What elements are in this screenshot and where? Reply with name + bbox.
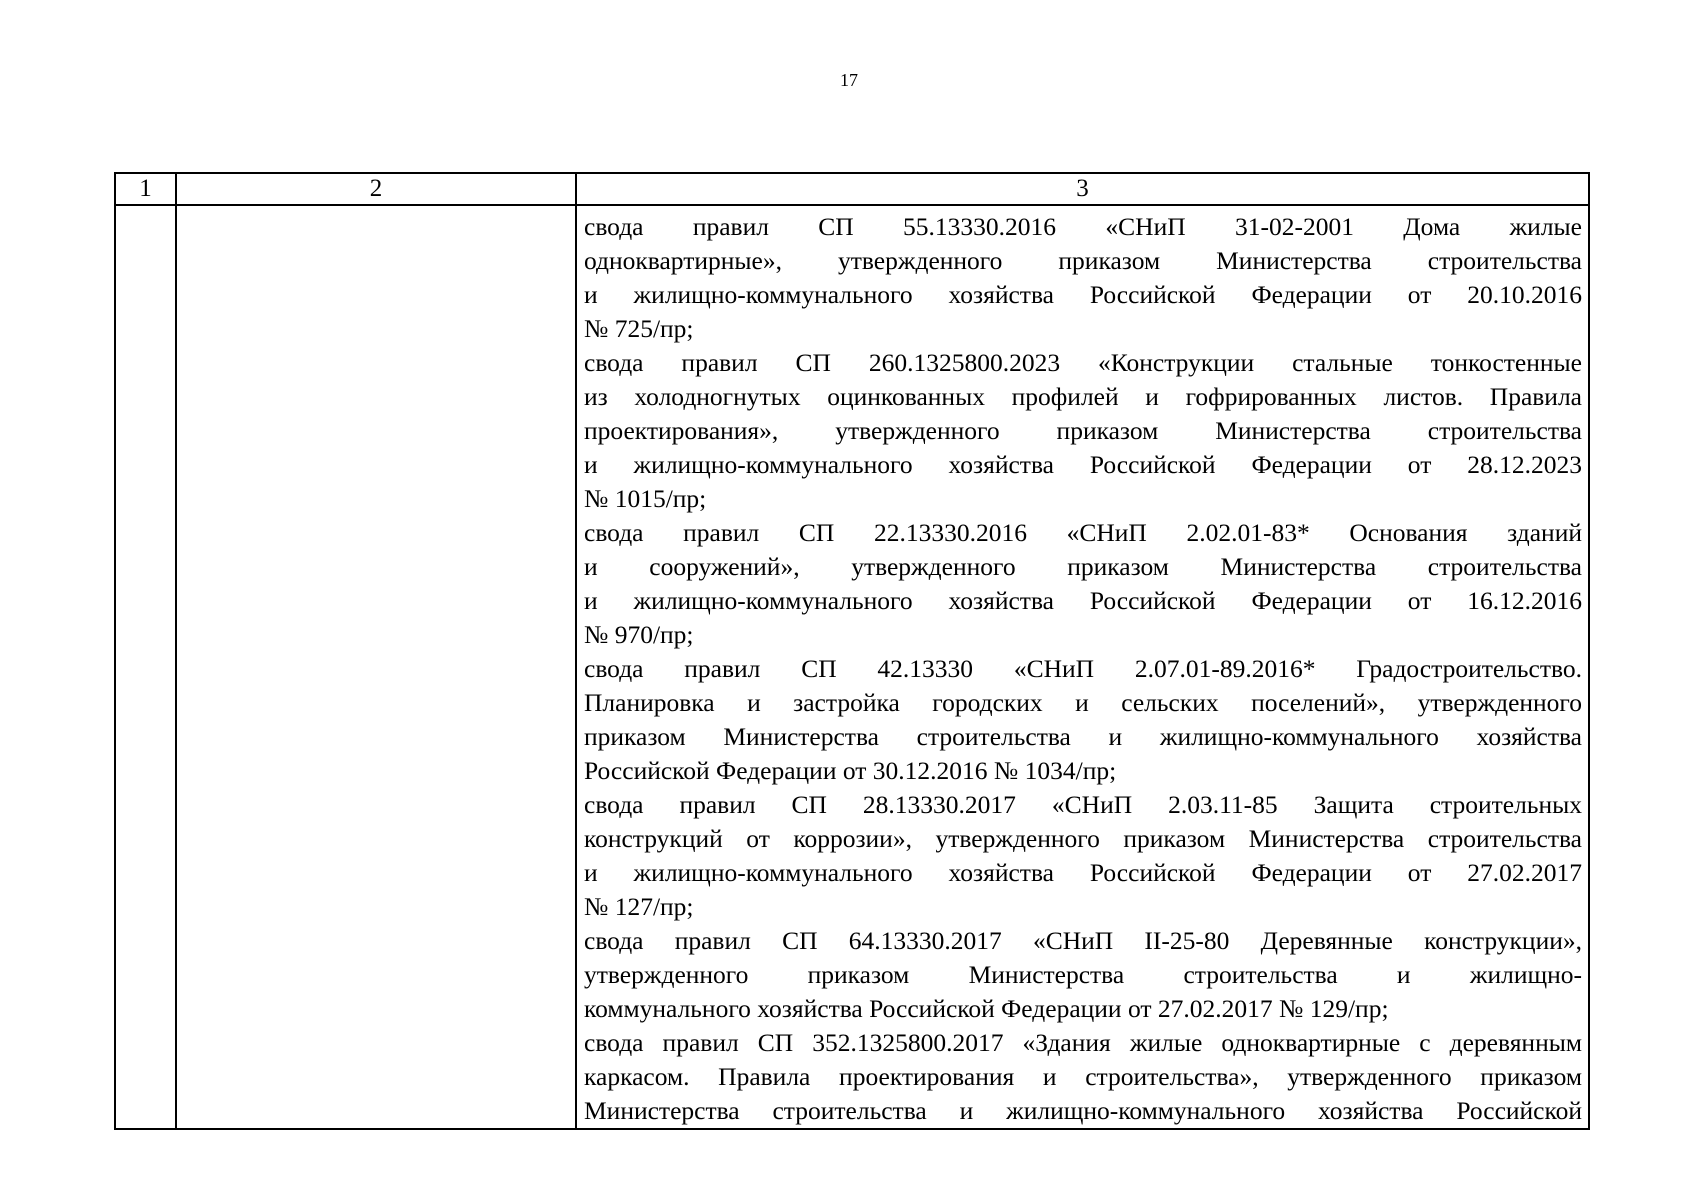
- text-line: и сооружений», утвержденного приказом Министерства строительства: [584, 552, 1582, 581]
- text-line: свода правил СП 28.13330.2017 «СНиП 2.03.11-85 Защита строительных: [584, 790, 1582, 819]
- cell-number: [115, 205, 176, 1129]
- text-line: № 970/пр;: [584, 620, 694, 649]
- text-line: свода правил СП 64.13330.2017 «СНиП II-25-80 Деревянные конструкции»,: [584, 926, 1582, 955]
- text-line: утвержденного приказом Министерства строительства и жилищно-: [584, 960, 1582, 989]
- page-number: 17: [840, 70, 858, 90]
- text-line: Планировка и застройка городских и сельских поселений», утвержденного: [584, 688, 1582, 717]
- text-line: Министерства строительства и жилищно-коммунального хозяйства Российской: [584, 1096, 1582, 1125]
- column-header-3: 3: [576, 173, 1589, 205]
- text-line: коммунального хозяйства Российской Федерации от 27.02.2017 № 129/пр;: [584, 994, 1389, 1023]
- text-line: № 725/пр;: [584, 314, 694, 343]
- text-line: каркасом. Правила проектирования и строительства», утвержденного приказом: [584, 1062, 1582, 1091]
- column-header-2: 2: [176, 173, 576, 205]
- text-line: и жилищно-коммунального хозяйства Российской Федерации от 16.12.2016: [584, 586, 1582, 615]
- text-line: одноквартирные», утвержденного приказом Министерства строительства: [584, 246, 1582, 275]
- text-line: проектирования», утвержденного приказом Министерства строительства: [584, 416, 1582, 445]
- text-line: конструкций от коррозии», утвержденного приказом Министерства строительства: [584, 824, 1582, 853]
- text-line: № 127/пр;: [584, 892, 694, 921]
- text-line: свода правил СП 352.1325800.2017 «Здания жилые одноквартирные с деревянным: [584, 1028, 1582, 1057]
- text-line: свода правил СП 55.13330.2016 «СНиП 31-02-2001 Дома жилые: [584, 212, 1582, 241]
- text-line: из холодногнутых оцинкованных профилей и гофрированных листов. Правила: [584, 382, 1582, 411]
- text-line: и жилищно-коммунального хозяйства Российской Федерации от 20.10.2016: [584, 280, 1582, 309]
- table-row: [115, 205, 1589, 1129]
- text-line: свода правил СП 260.1325800.2023 «Конструкции стальные тонкостенные: [584, 348, 1582, 377]
- text-line: и жилищно-коммунального хозяйства Российской Федерации от 27.02.2017: [584, 858, 1582, 887]
- text-line: и жилищно-коммунального хозяйства Российской Федерации от 28.12.2023: [584, 450, 1582, 479]
- cell-regulations-text: [576, 205, 1589, 1129]
- text-line: № 1015/пр;: [584, 484, 707, 513]
- text-line: Российской Федерации от 30.12.2016 № 1034/пр;: [584, 756, 1117, 785]
- text-line: приказом Министерства строительства и жилищно-коммунального хозяйства: [584, 722, 1582, 751]
- regulations-table: [114, 172, 1590, 1130]
- cell-name: [176, 205, 576, 1129]
- table-header-row: [115, 173, 1589, 205]
- column-header-1: 1: [115, 173, 176, 205]
- text-line: свода правил СП 42.13330 «СНиП 2.07.01-89.2016* Градостроительство.: [584, 654, 1582, 683]
- text-line: свода правил СП 22.13330.2016 «СНиП 2.02.01-83* Основания зданий: [584, 518, 1582, 547]
